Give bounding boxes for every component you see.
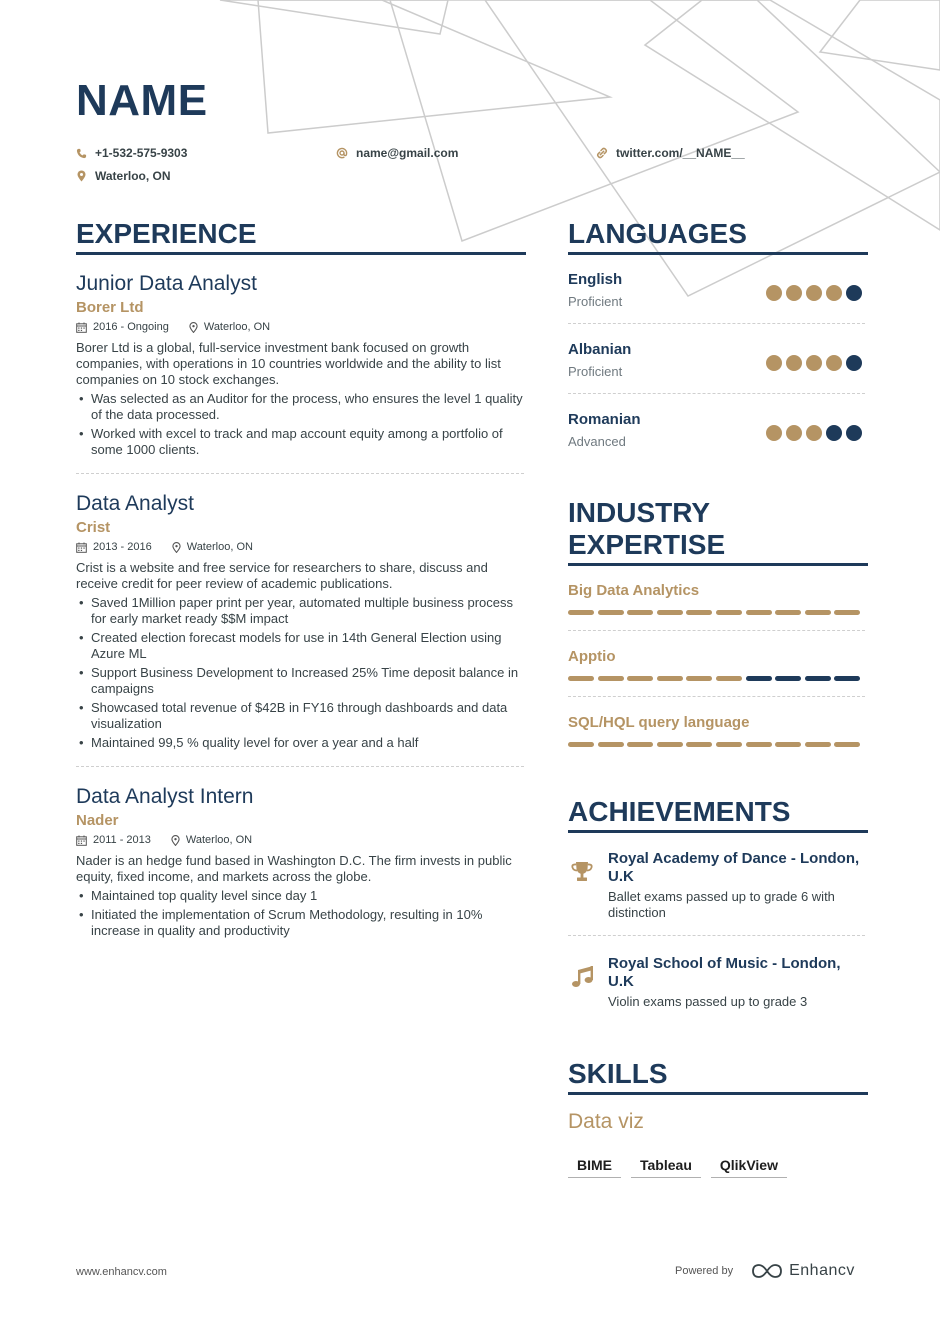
job-bullet: • Worked with excel to track and map account equity among a portfolio of some 1000 clients.	[76, 426, 524, 458]
experience-entry	[76, 272, 524, 461]
achievement-entry	[568, 850, 868, 921]
level-segment-empty	[834, 676, 860, 681]
rating-dot-filled	[786, 285, 802, 301]
skills-heading: SKILLS	[568, 1058, 868, 1095]
job-bullets	[76, 595, 524, 751]
level-segment-empty	[775, 676, 801, 681]
job-description: Borer Ltd is a global, full-service investment bank focused on growth companies, with operations in 10 countries worldwide and the ability to list companies on 10 stock exchanges.	[76, 340, 501, 387]
language-name: Albanian	[568, 341, 632, 358]
website-url: twitter.com/__NAME__	[616, 146, 745, 160]
link-icon	[596, 147, 608, 159]
job-bullet: • Support Business Development to Increased 25% Time deposit balance in campaigns	[76, 665, 524, 697]
level-segment-filled	[716, 676, 742, 681]
expertise-entry	[568, 648, 868, 681]
job-title: Data Analyst	[76, 492, 194, 515]
at-icon	[336, 147, 348, 159]
skill-tag: BIME	[568, 1154, 621, 1178]
language-name: Romanian	[568, 411, 641, 428]
level-segment-filled	[686, 676, 712, 681]
level-segment-filled	[716, 742, 742, 747]
rating-dot-filled	[806, 425, 822, 441]
phone-icon	[76, 148, 87, 159]
phone-number: +1-532-575-9303	[95, 146, 188, 160]
level-segment-filled	[598, 676, 624, 681]
level-segment-filled	[568, 676, 594, 681]
job-dates: 2013 - 2016	[93, 541, 152, 553]
footer-website[interactable]: www.enhancv.com	[76, 1266, 167, 1278]
level-segment-filled	[657, 676, 683, 681]
expertise-bar	[568, 742, 868, 747]
job-meta	[76, 834, 524, 846]
trophy-icon	[570, 861, 594, 883]
calendar-icon	[76, 542, 87, 553]
industry-expertise-heading	[568, 497, 868, 566]
rating-dot-filled	[786, 425, 802, 441]
experience-entry	[76, 492, 524, 754]
level-segment-filled	[716, 610, 742, 615]
job-meta	[76, 541, 524, 553]
language-rating	[762, 355, 862, 371]
skill-tags	[568, 1154, 797, 1178]
level-segment-filled	[627, 742, 653, 747]
language-level: Advanced	[568, 434, 626, 449]
rating-dot-empty	[846, 285, 862, 301]
experience-entry	[76, 785, 524, 942]
achievement-title: Royal Academy of Dance - London, U.K	[608, 850, 860, 885]
job-dates: 2011 - 2013	[93, 834, 151, 846]
job-title: Junior Data Analyst	[76, 272, 257, 295]
achievement-title: Royal School of Music - London, U.K	[608, 955, 841, 990]
map-pin-icon	[76, 170, 87, 182]
level-segment-filled	[775, 610, 801, 615]
expertise-entry	[568, 714, 868, 747]
map-pin-icon	[172, 542, 181, 553]
job-bullets	[76, 888, 524, 939]
expertise-name: SQL/HQL query language	[568, 714, 750, 731]
language-entry	[568, 341, 868, 397]
level-segment-filled	[746, 742, 772, 747]
achievement-description: Violin exams passed up to grade 3	[608, 994, 808, 1009]
achievement-description: Ballet exams passed up to grade 6 with distinction	[608, 889, 835, 920]
rating-dot-filled	[766, 425, 782, 441]
achievement-entry	[568, 955, 868, 1010]
job-bullet: • Showcased total revenue of $42B in FY16 through dashboards and data visualization	[76, 700, 524, 732]
expertise-bar	[568, 676, 868, 681]
company-name: Nader	[76, 812, 119, 829]
level-segment-filled	[686, 610, 712, 615]
level-segment-filled	[568, 610, 594, 615]
language-divider	[568, 323, 865, 324]
level-segment-filled	[805, 610, 831, 615]
expertise-entry	[568, 582, 868, 615]
enhancv-logo-icon	[751, 1263, 783, 1279]
job-location: Waterloo, ON	[185, 834, 253, 846]
music-note-icon	[571, 964, 595, 990]
map-pin-icon	[171, 835, 180, 846]
job-bullet: • Maintained 99,5 % quality level for over a year and a half	[76, 735, 524, 751]
expertise-name: Apptio	[568, 648, 616, 665]
phone-contact	[76, 146, 187, 160]
language-level: Proficient	[568, 294, 623, 309]
job-meta	[76, 321, 524, 333]
language-divider	[568, 393, 865, 394]
email-contact	[336, 146, 458, 160]
level-segment-empty	[805, 676, 831, 681]
company-name: Borer Ltd	[76, 299, 144, 316]
job-dates: 2016 - Ongoing	[93, 321, 169, 333]
expertise-name: Big Data Analytics	[568, 582, 700, 599]
level-segment-filled	[598, 742, 624, 747]
level-segment-filled	[568, 742, 594, 747]
level-segment-filled	[627, 610, 653, 615]
skill-tag: QlikView	[711, 1154, 787, 1178]
level-segment-filled	[805, 742, 831, 747]
level-segment-filled	[834, 610, 860, 615]
achievement-divider	[568, 935, 865, 936]
rating-dot-empty	[846, 355, 862, 371]
level-segment-filled	[746, 610, 772, 615]
languages-heading: LANGUAGES	[568, 218, 868, 255]
skill-tag: Tableau	[631, 1154, 701, 1178]
level-segment-empty	[746, 676, 772, 681]
job-bullets	[76, 391, 524, 458]
industry-expertise-heading-line1: INDUSTRY	[568, 497, 711, 528]
level-segment-filled	[627, 676, 653, 681]
location-contact	[76, 169, 171, 183]
job-bullet: • Created election forecast models for use in 14th General Election using Azure ML	[76, 630, 524, 662]
job-bullet: • Was selected as an Auditor for the process, who ensures the level 1 quality of the data processed.	[76, 391, 524, 423]
powered-by-label: Powered by	[675, 1265, 734, 1277]
map-pin-icon	[189, 322, 198, 333]
rating-dot-empty	[846, 425, 862, 441]
rating-dot-filled	[786, 355, 802, 371]
job-bullet: • Saved 1Million paper print per year, automated multiple business process for early market ready $$M impact	[76, 595, 524, 627]
job-divider	[76, 473, 524, 474]
candidate-name: NAME	[76, 76, 208, 125]
rating-dot-empty	[826, 425, 842, 441]
job-description: Crist is a website and free service for researchers to share, discuss and receive credit for peer review of academic publications.	[76, 560, 488, 591]
industry-expertise-heading-line2: EXPERTISE	[568, 529, 726, 561]
rating-dot-filled	[806, 355, 822, 371]
level-segment-filled	[775, 742, 801, 747]
job-bullet: • Initiated the implementation of Scrum Methodology, resulting in 10% increase in quality and productivity	[76, 907, 524, 939]
level-segment-filled	[657, 610, 683, 615]
footer-branding[interactable]	[675, 1262, 855, 1280]
level-segment-filled	[598, 610, 624, 615]
job-bullet: • Maintained top quality level since day 1	[76, 888, 524, 904]
level-segment-filled	[657, 742, 683, 747]
job-divider	[76, 766, 524, 767]
expertise-divider	[568, 630, 865, 631]
level-segment-filled	[686, 742, 712, 747]
website-contact	[596, 146, 745, 160]
rating-dot-filled	[766, 285, 782, 301]
calendar-icon	[76, 322, 87, 333]
expertise-divider	[568, 696, 865, 697]
job-title: Data Analyst Intern	[76, 785, 254, 808]
language-entry	[568, 271, 868, 327]
rating-dot-filled	[806, 285, 822, 301]
brand-name: Enhancv	[789, 1262, 855, 1279]
calendar-icon	[76, 835, 87, 846]
level-segment-filled	[834, 742, 860, 747]
language-entry	[568, 411, 868, 467]
achievements-heading: ACHIEVEMENTS	[568, 796, 868, 833]
rating-dot-filled	[766, 355, 782, 371]
location-text: Waterloo, ON	[95, 169, 171, 183]
company-name: Crist	[76, 519, 111, 536]
email-address: name@gmail.com	[356, 146, 459, 160]
job-location: Waterloo, ON	[186, 541, 253, 553]
rating-dot-filled	[826, 355, 842, 371]
skill-group-title: Data viz	[568, 1110, 644, 1133]
job-location: Waterloo, ON	[203, 321, 271, 333]
experience-heading: EXPERIENCE	[76, 218, 526, 255]
rating-dot-filled	[826, 285, 842, 301]
language-rating	[762, 285, 862, 301]
language-level: Proficient	[568, 364, 623, 379]
language-name: English	[568, 271, 623, 288]
language-rating	[762, 425, 862, 441]
job-description: Nader is an hedge fund based in Washington D.C. The firm invests in public equity, fixed income, and markets across the globe.	[76, 853, 512, 884]
expertise-bar	[568, 610, 868, 615]
